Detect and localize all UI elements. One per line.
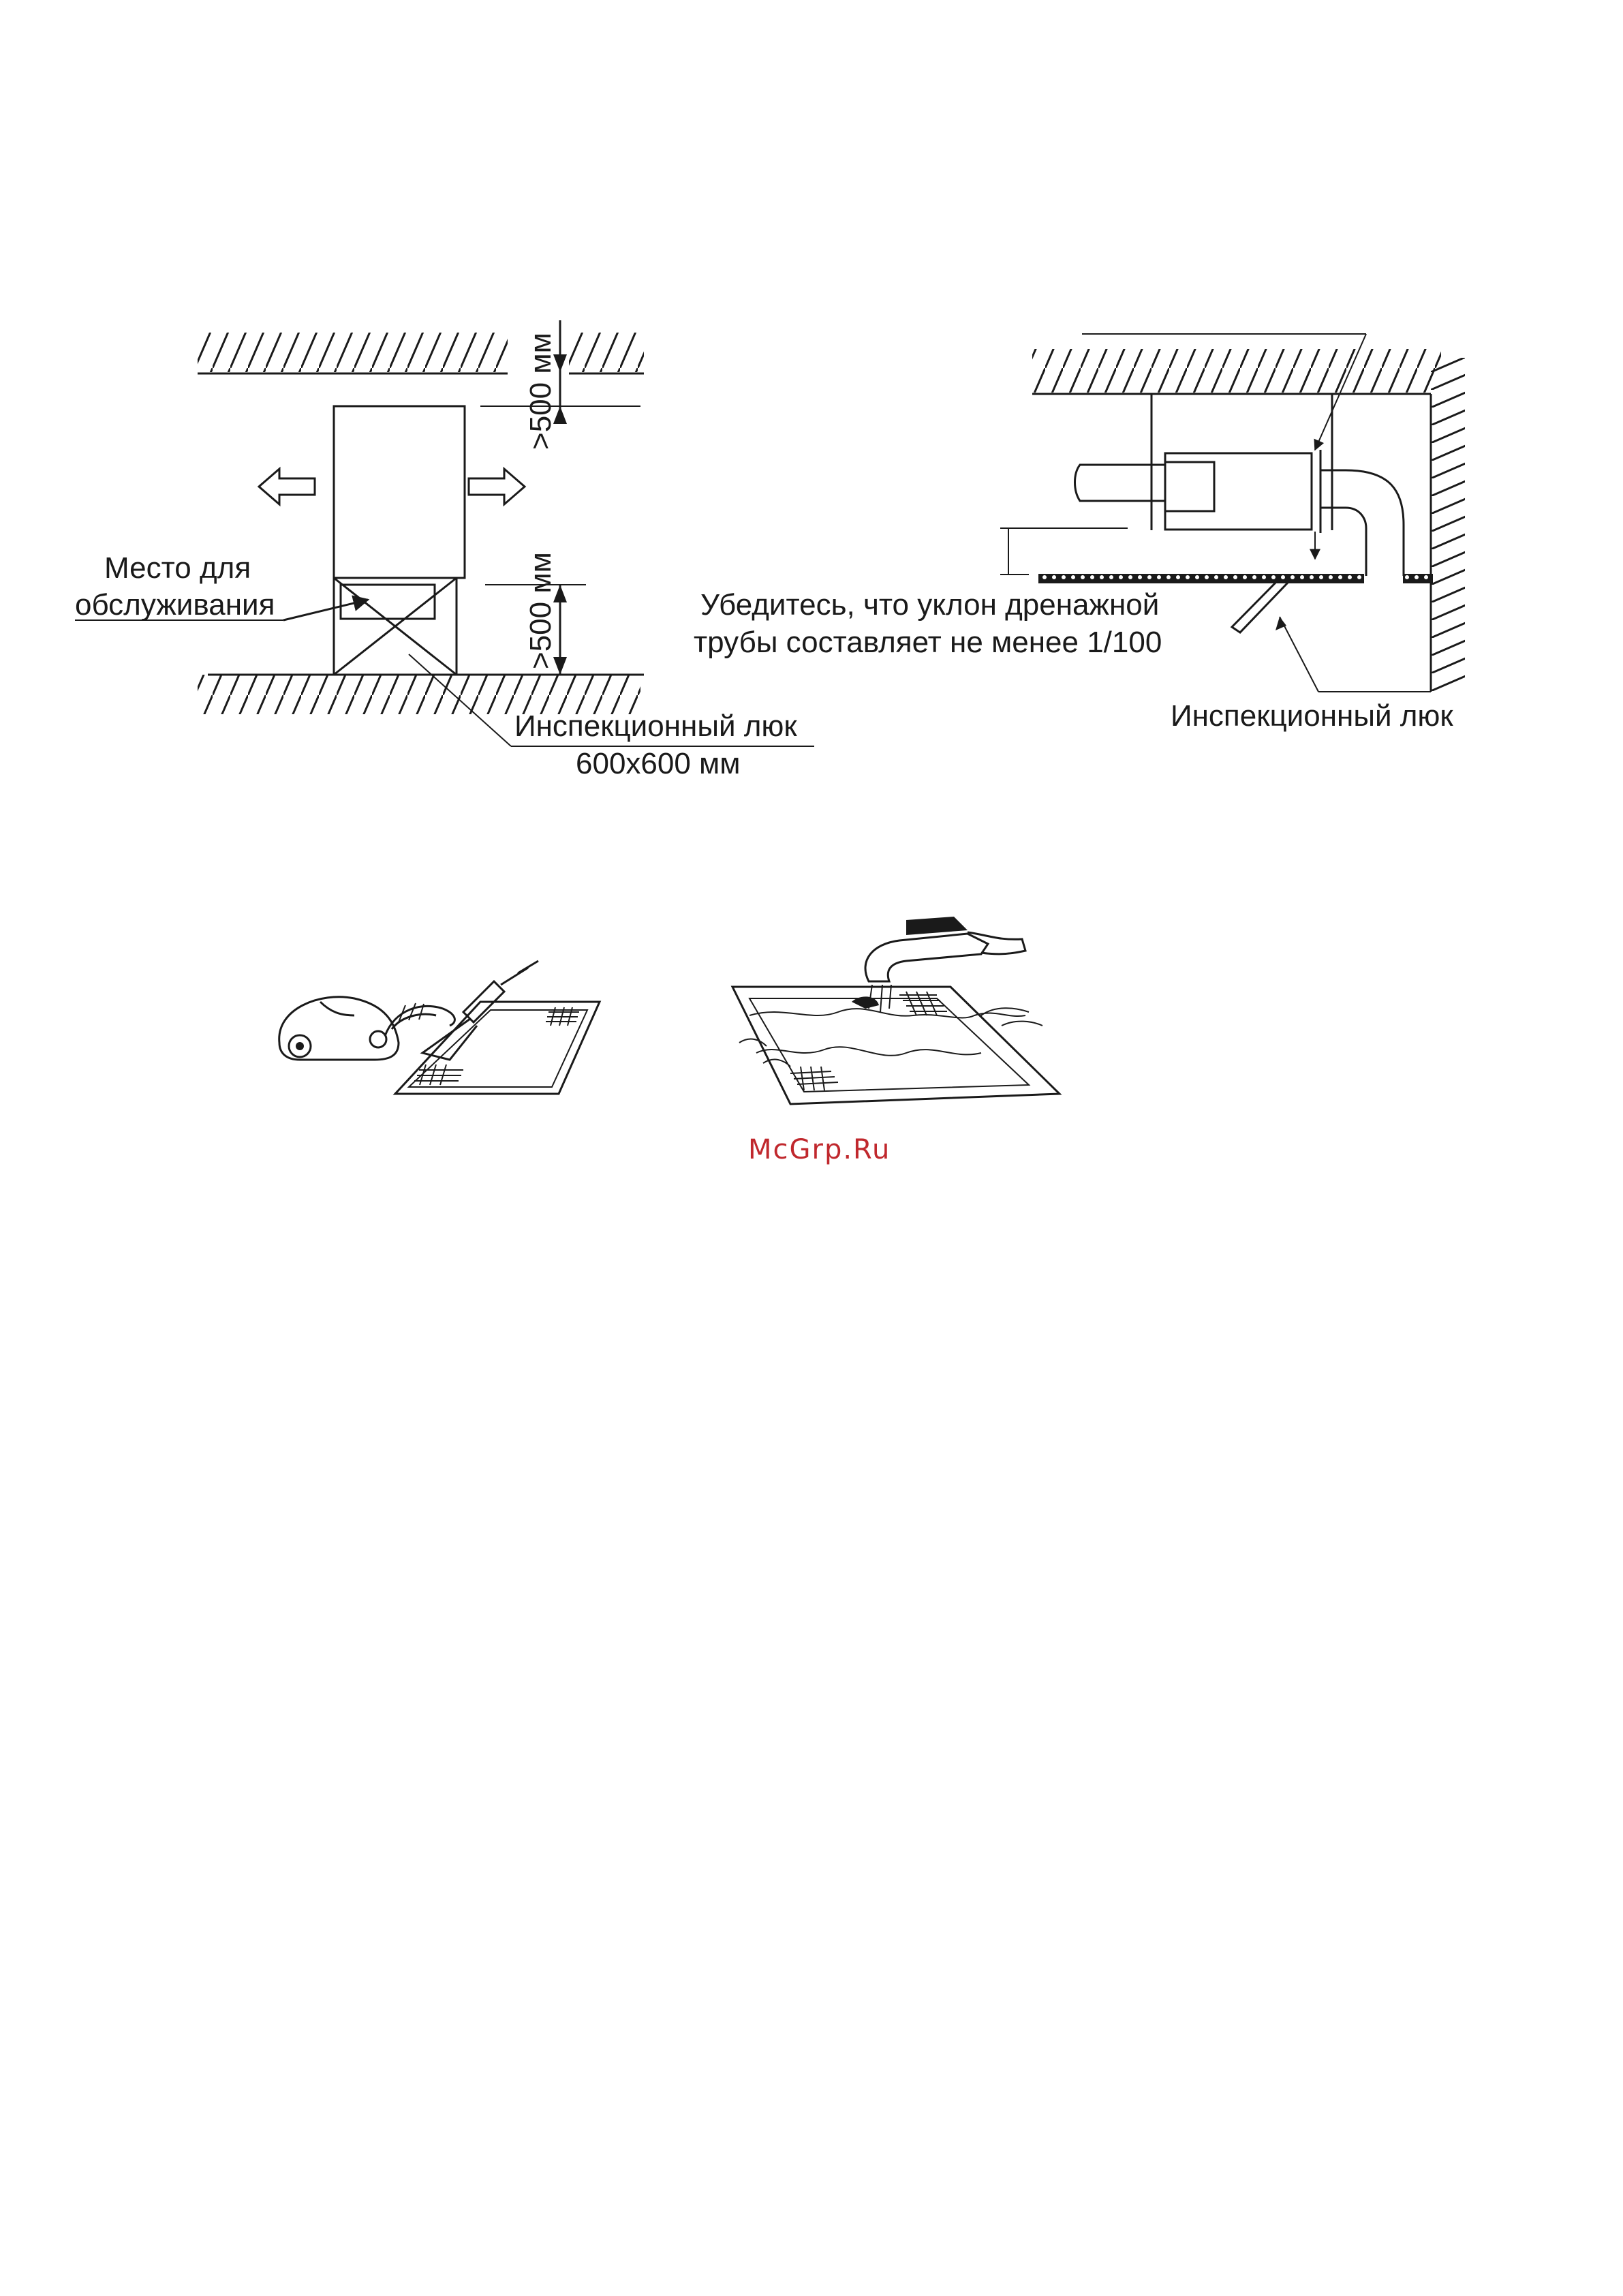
service-space: [334, 578, 457, 675]
figure-right-drain-slope: [694, 334, 1465, 733]
clearance-bottom-label: >500 мм: [524, 552, 557, 669]
figure-left-clearance: [75, 320, 814, 780]
floor-hatch-left: [198, 675, 644, 714]
indoor-unit-left: [334, 406, 465, 578]
wall-hatch-right: [1431, 358, 1465, 692]
airflow-out-arrow-icon: [259, 469, 315, 504]
false-ceiling-board: [1039, 575, 1363, 583]
washing-illustration: [732, 917, 1060, 1104]
drain-pipe: [1315, 470, 1404, 576]
airflow-in-arrow-icon: [469, 469, 525, 504]
clearance-top-label: >500 мм: [524, 333, 557, 450]
watermark: McGrp.Ru: [748, 1134, 891, 1165]
service-label-line1: Место для: [104, 551, 251, 585]
hatch-label-left-line2: 600x600 мм: [576, 747, 741, 780]
slope-note-line2: трубы составляет не менее 1/100: [694, 626, 1162, 659]
vacuum-cleaning-illustration: [279, 961, 600, 1094]
ceiling-hatch-right: [1032, 349, 1441, 394]
hatch-label-right: Инспекционный люк: [1171, 699, 1453, 733]
indoor-unit-right: [1075, 450, 1321, 533]
service-label-line2: обслуживания: [75, 588, 275, 622]
hatch-label-left-line1: Инспекционный люк: [514, 709, 797, 743]
slope-note-line1: Убедитесь, что уклон дренажной: [700, 588, 1160, 622]
ceiling-hatch-left: [198, 333, 644, 373]
